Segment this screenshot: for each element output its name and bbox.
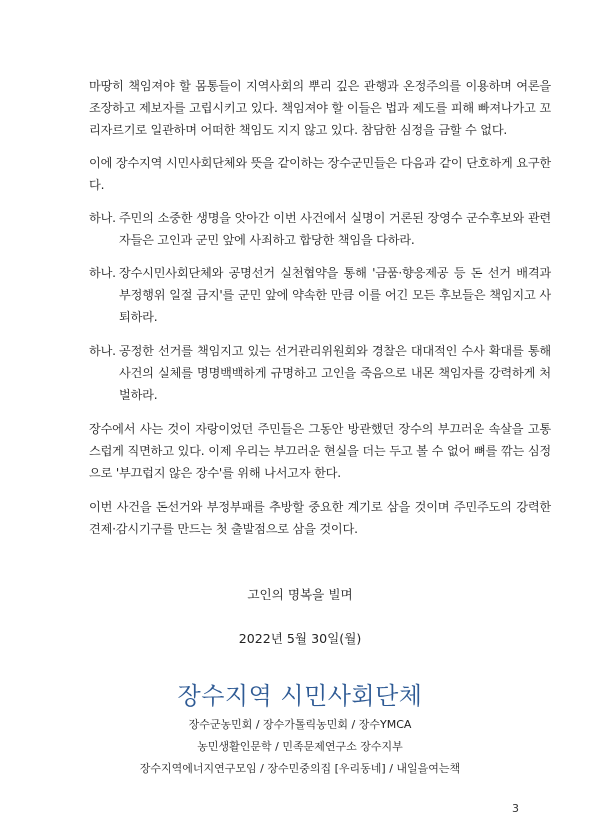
statement-date: 2022년 5월 30일(월) bbox=[238, 631, 362, 646]
organization-name: 장수지역 시민사회단체 bbox=[177, 682, 423, 710]
demand-lead: 하나. bbox=[89, 266, 116, 280]
demand-text: 주민의 소중한 생명을 앗아간 이번 사건에서 실명이 거론된 장영수 군수후보와 관련자들은 고인과 군민 앞에 사죄하고 합당한 책임을 다하라. bbox=[119, 211, 551, 247]
demand-item-3 bbox=[89, 340, 551, 406]
paragraph-demand-intro: 이에 장수지역 시민사회단체와 뜻을 같이하는 장수군민들은 다음과 같이 단호하게 요구한다. bbox=[89, 156, 551, 192]
paragraph-commitment: 이번 사건을 돈선거와 부정부패를 추방할 중요한 계기로 삼을 것이며 주민주도의 강력한 견제·감시기구를 만드는 첫 출발점으로 삼을 것이다. bbox=[89, 500, 551, 536]
paragraph-accountability: 마땅히 책임져야 할 몸통들이 지역사회의 뿌리 깊은 관행과 온정주의를 이용하며 여론을 조장하고 제보자를 고립시키고 있다. 책임져야 할 이들은 법과 제도를 피해 빠져나가고 꼬리자르기로 일관하며 어떠한 책임도 지지 않고 있다. 참담한 심정을 금할 수 없다. bbox=[89, 79, 551, 137]
paragraph-resolution: 장수에서 사는 것이 자랑이었던 주민들은 그동안 방관했던 장수의 부끄러운 속살을 고통스럽게 직면하고 있다. 이제 우리는 부끄러운 현실을 더는 두고 볼 수 없어 뼈를 깎는 심정으로 '부끄럽지 않은 장수'를 위해 나서고자 한다. bbox=[89, 422, 551, 480]
member-organizations-line-1: 장수군농민회 / 장수가톨릭농민회 / 장수YMCA bbox=[188, 718, 412, 731]
demand-item-2 bbox=[89, 262, 551, 328]
demand-lead: 하나. bbox=[89, 344, 116, 358]
member-organizations-line-3: 장수지역에너지연구모임 / 장수민중의집 [우리동네] / 내일을여는책 bbox=[139, 762, 461, 775]
demand-item-1 bbox=[89, 207, 551, 251]
condolence-line: 고인의 명복을 빌며 bbox=[247, 587, 353, 602]
demand-text: 공정한 선거를 책임지고 있는 선거관리위원회와 경찰은 대대적인 수사 확대를 통해 사건의 실체를 명명백백하게 규명하고 고인을 죽음으로 내몬 책임자를 강력하게 처벌하라. bbox=[119, 344, 551, 402]
demand-text: 장수시민사회단체와 공명선거 실천협약을 통해 '금품·향응제공 등 돈 선거 배격과 부정행위 일절 금지'를 군민 앞에 약속한 만큼 이를 어긴 모든 후보들은 책임지고 사퇴하라. bbox=[119, 266, 551, 324]
demand-lead: 하나. bbox=[89, 211, 116, 225]
page-number: 3 bbox=[512, 802, 519, 815]
member-organizations-line-2: 농민생활인문학 / 민족문제연구소 장수지부 bbox=[197, 740, 403, 753]
